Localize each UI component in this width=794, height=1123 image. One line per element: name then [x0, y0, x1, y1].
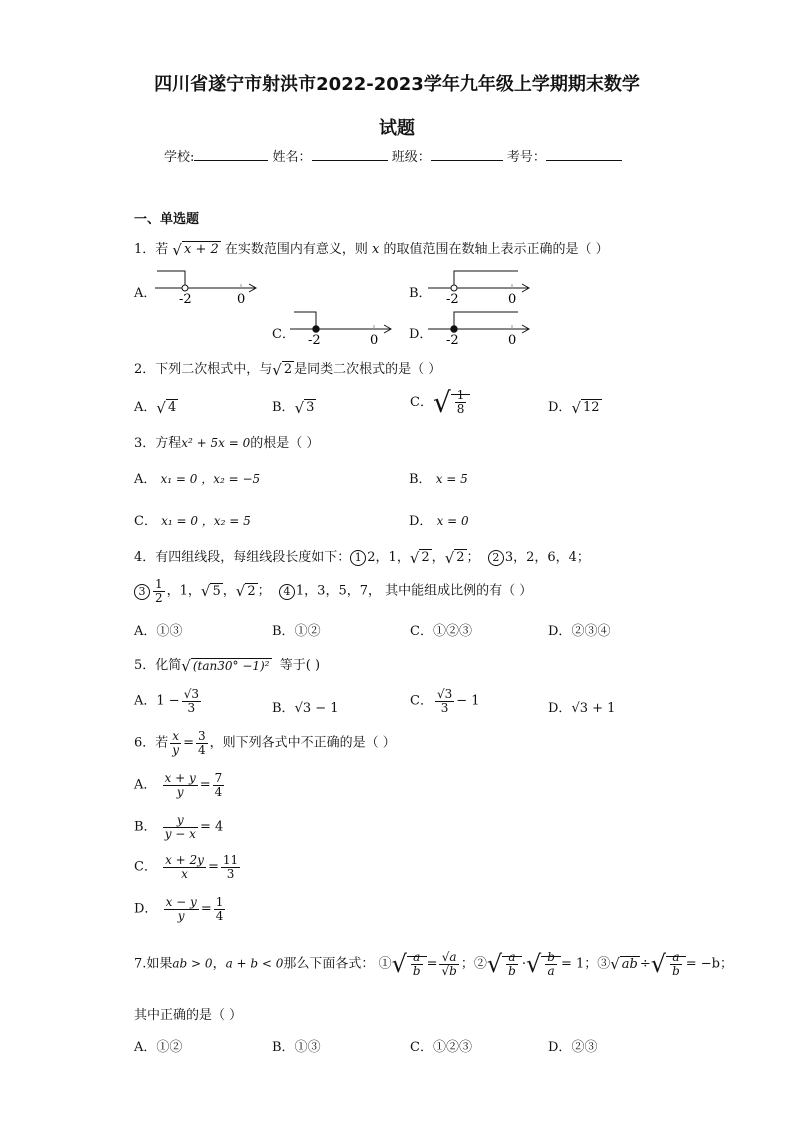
q1-option-d-label[interactable]: D． [409, 327, 433, 342]
q1-option-a-label[interactable]: A． [134, 286, 157, 301]
tick-0: 0 [508, 333, 517, 347]
q4-option-c[interactable]: C．①②③ [410, 624, 472, 639]
question-5: 5．化简√ (tan30° −1)² 等于( ) [134, 656, 321, 675]
q7-option-b[interactable]: B．①③ [272, 1040, 321, 1055]
q2-option-d[interactable]: D．√ 12 [548, 398, 600, 417]
q1-var: x [372, 242, 380, 257]
q4-option-d[interactable]: D．②③④ [548, 624, 611, 639]
q7-option-a[interactable]: A．①② [134, 1040, 183, 1055]
number-blank[interactable] [546, 149, 622, 161]
q4-option-b[interactable]: B．①② [272, 624, 321, 639]
q7-option-d[interactable]: D．②③ [548, 1040, 598, 1055]
school-blank[interactable] [194, 149, 268, 161]
number-line-a [155, 266, 265, 306]
tick-neg2: -2 [446, 292, 459, 306]
name-blank[interactable] [312, 149, 388, 161]
question-4-line2: 3 $\frac{1}{2}$ ，1，√ 5 ，√ 2 ； 4 1，3，5，7， 其中能组成比例的有（ ） [134, 578, 532, 604]
page-title: 四川省遂宁市射洪市2022-2023学年九年级上学期期末数学 [154, 74, 640, 95]
q4-option-a[interactable]: A．①③ [134, 624, 183, 639]
q2-option-b[interactable]: B．√ 3 [272, 398, 315, 417]
question-1 [134, 238, 609, 259]
page-title-line2: 试题 [379, 118, 415, 139]
number-label: 考号： [506, 150, 546, 165]
tick-0: 0 [237, 292, 246, 306]
question-7: 7.如果ab > 0，a + b < 0那么下面各式： ①√ $\frac{a}{b}$ = $\frac{√a}{√b}$ ；②√ $\frac{a}{b}$ ·√ $\frac{b}{a}$ = 1；③√ ab ÷√ $\frac{a}{b}$ = −b； [134, 949, 734, 978]
q5-option-a[interactable]: A．1 − $\frac{√3}{3}$ [134, 687, 199, 715]
q1-prefix: 1．若 [134, 242, 169, 257]
q1-text2: 的取值范围在数轴上表示正确的是（ ） [383, 242, 609, 257]
q3-option-c[interactable]: C． x₁ = 0 ，x₂ = 5 [134, 514, 251, 529]
student-info-row [164, 146, 622, 165]
q5-option-c[interactable]: C． $\frac{√3}{3}$ − 1 [410, 687, 480, 715]
q1-option-c-label[interactable]: C． [272, 327, 295, 342]
section-heading: 一、单选题 [134, 212, 200, 227]
q3-option-a[interactable]: A． x₁ = 0 ，x₂ = −5 [134, 472, 261, 487]
tick-0: 0 [370, 333, 379, 347]
school-label: 学校: [164, 150, 195, 165]
q2-option-a[interactable]: A．√ 4 [134, 398, 177, 417]
q3-option-d[interactable]: D． x = 0 [409, 514, 469, 529]
question-3: 3．方程x² + 5x = 0的根是（ ） [134, 436, 320, 451]
question-4-line1: 4．有四组线段，每组线段长度如下： 1 2，1，√ 2 ，√ 2 ； 2 3，2，6，4； [134, 548, 590, 567]
q6-option-a[interactable]: A． $\frac{x + y}{y}$ = $\frac{7}{4}$ [134, 771, 223, 799]
number-line-c [290, 307, 400, 347]
q6-option-c[interactable]: C． $\frac{x + 2y}{x}$ = $\frac{11}{3}$ [134, 853, 239, 881]
question-7-line2: 其中正确的是（ ） [134, 1008, 243, 1023]
number-line-b [428, 266, 538, 306]
tick-neg2: -2 [446, 333, 459, 347]
q6-option-b[interactable]: B． $\frac{y}{y - x}$ = 4 [134, 813, 224, 841]
class-label: 班级： [391, 150, 431, 165]
q1-text: 在实数范围内有意义，则 [224, 242, 368, 257]
q6-option-d[interactable]: D． $\frac{x - y}{y}$ = $\frac{1}{4}$ [134, 895, 224, 923]
question-2: 2．下列二次根式中，与√ 2 是同类二次根式的是（ ） [134, 360, 442, 379]
q3-option-b[interactable]: B． x = 5 [409, 472, 468, 487]
q1-option-b-label[interactable]: B． [409, 286, 432, 301]
tick-neg2: -2 [179, 292, 192, 306]
q5-option-b[interactable]: B．√3 − 1 [272, 701, 339, 716]
tick-0: 0 [508, 292, 517, 306]
q7-option-c[interactable]: C．①②③ [410, 1040, 472, 1055]
number-line-d [428, 307, 538, 347]
name-label: 姓名： [272, 150, 312, 165]
tick-neg2: -2 [308, 333, 321, 347]
question-6: 6．若 $\frac{x}{y}$ = $\frac{3}{4}$ ，则下列各式中不正确的是（ ） [134, 729, 396, 757]
class-blank[interactable] [431, 149, 503, 161]
sqrt-expression: √ x + 2 [172, 240, 219, 259]
q5-option-d[interactable]: D．√3 + 1 [548, 701, 616, 716]
q2-option-c[interactable]: C．√ $\frac{1}{8}$ [410, 386, 470, 419]
